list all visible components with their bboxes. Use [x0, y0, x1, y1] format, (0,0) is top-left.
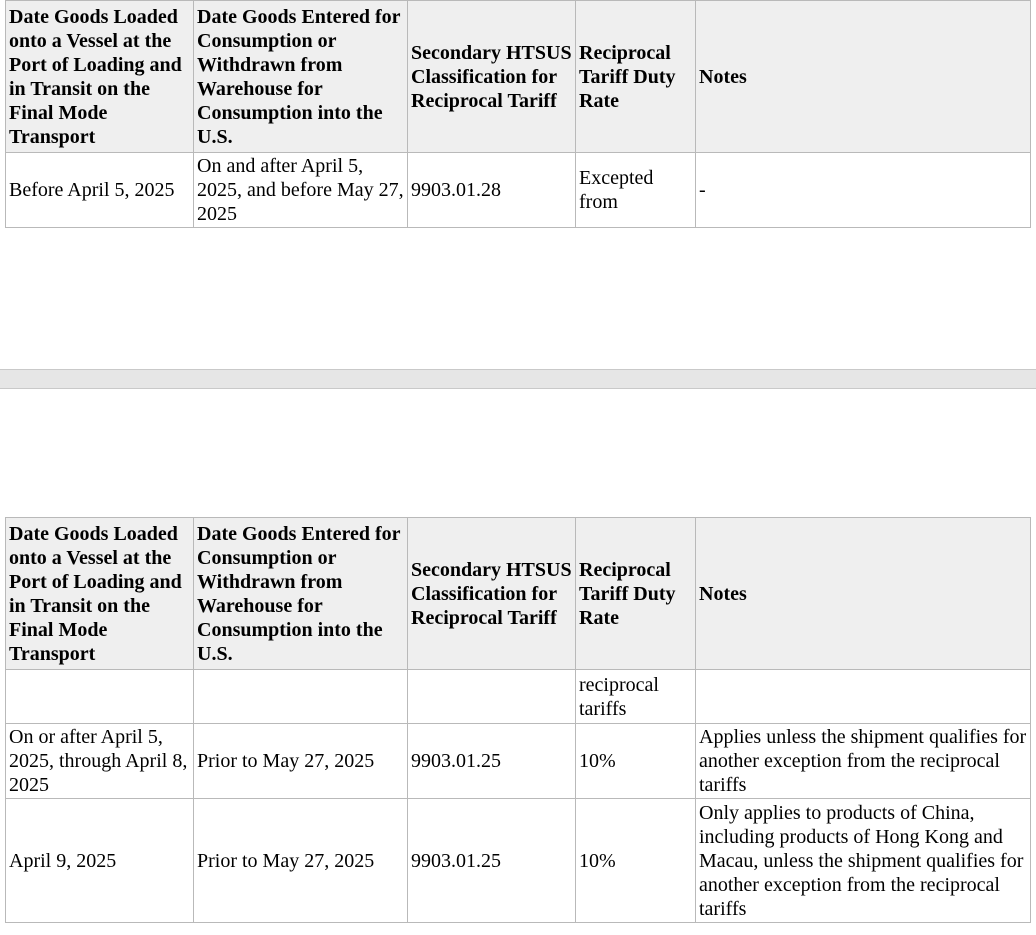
table-row — [6, 670, 1031, 724]
page-break-divider — [0, 369, 1036, 389]
cell-entered-date: Prior to May 27, 2025 — [194, 724, 408, 799]
header-entered-date: Date Goods Entered for Consumption or Withdrawn from Warehouse for Consumption into the U.S. — [194, 1, 408, 153]
cell-duty-rate: reciprocal tariffs — [576, 670, 696, 724]
cell-notes — [696, 670, 1031, 724]
cell-entered-date — [194, 670, 408, 724]
cell-duty-rate: 10% — [576, 799, 696, 923]
header-duty-rate: Reciprocal Tariff Duty Rate — [576, 1, 696, 153]
header-row — [6, 518, 1031, 670]
cell-loaded-date: April 9, 2025 — [6, 799, 194, 923]
cell-duty-rate: 10% — [576, 724, 696, 799]
header-notes: Notes — [696, 1, 1031, 153]
tariff-table-bottom — [5, 517, 1031, 923]
cell-notes: Applies unless the shipment qualifies for another exception from the reciprocal tariffs — [696, 724, 1031, 799]
cell-htsus-classification: 9903.01.25 — [408, 799, 576, 923]
cell-notes: - — [696, 153, 1031, 228]
cell-loaded-date — [6, 670, 194, 724]
header-loaded-date: Date Goods Loaded onto a Vessel at the Port of Loading and in Transit on the Final Mode Transport — [6, 518, 194, 670]
header-htsus-classification: Secondary HTSUS Classification for Reciprocal Tariff — [408, 518, 576, 670]
cell-htsus-classification: 9903.01.25 — [408, 724, 576, 799]
header-entered-date: Date Goods Entered for Consumption or Withdrawn from Warehouse for Consumption into the U.S. — [194, 518, 408, 670]
header-htsus-classification: Secondary HTSUS Classification for Reciprocal Tariff — [408, 1, 576, 153]
cell-htsus-classification — [408, 670, 576, 724]
cell-notes: Only applies to products of China, including products of Hong Kong and Macau, unless the shipment qualifies for another exception from the reciprocal tariffs — [696, 799, 1031, 923]
cell-entered-date: On and after April 5, 2025, and before May 27, 2025 — [194, 153, 408, 228]
table-row — [6, 724, 1031, 799]
header-notes: Notes — [696, 518, 1031, 670]
cell-duty-rate: Excepted from — [576, 153, 696, 228]
table-row — [6, 153, 1031, 228]
header-loaded-date: Date Goods Loaded onto a Vessel at the Port of Loading and in Transit on the Final Mode Transport — [6, 1, 194, 153]
cell-loaded-date: On or after April 5, 2025, through April 8, 2025 — [6, 724, 194, 799]
cell-htsus-classification: 9903.01.28 — [408, 153, 576, 228]
tariff-table-top — [5, 0, 1031, 228]
table-row — [6, 799, 1031, 923]
header-duty-rate: Reciprocal Tariff Duty Rate — [576, 518, 696, 670]
cell-loaded-date: Before April 5, 2025 — [6, 153, 194, 228]
cell-entered-date: Prior to May 27, 2025 — [194, 799, 408, 923]
header-row — [6, 1, 1031, 153]
